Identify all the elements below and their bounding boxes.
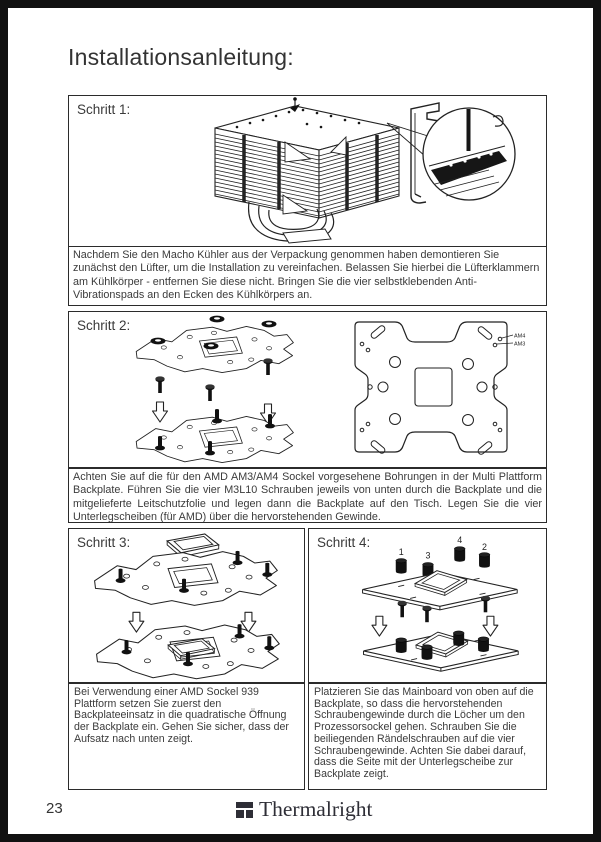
clip-detail-magnifier [423,108,515,200]
step-4-description: Platzieren Sie das Mainboard von oben auf die Backplate, so dass die hervorstehenden Schraubengewinde durch die Löcher um den Prozessorsockel gehen. Schrauben Sie die beiliegenden Rändelschrauben auf die vier Schraubengewinde. Achten Sie dabei darauf, dass die Seite mit der Unterlegscheibe zur Backplate zeigt. [308,683,547,790]
callout-am3: AM3 [514,341,526,348]
backplate-assembly-illustration [69,312,309,467]
brand-name: Thermalright [259,797,373,821]
thermalright-logo-icon [236,802,253,818]
step-1-description: Nachdem Sie den Macho Kühler aus der Verpackung genommen haben demontieren Sie zunächst den Lüfter, um die Installation zu vereinfachen. Belassen Sie hierbei die Lüfterklammern am Kühlkörper - entfernen Sie diese nicht. Bringen Sie die vier selbstklebenden Anti-Vibrationspads an den Ecken des Kühlkörpers an. [68,246,547,306]
step-1-label: Schritt 1: [77,102,131,117]
screw-number-4: 4 [457,534,463,545]
step-4-panel [308,528,547,683]
step-2-panel [68,311,547,468]
mainboard-mounting-illustration [309,529,546,683]
step-3-description: Bei Verwendung einer AMD Sockel 939 Plattform setzen Sie zuerst den Backplateeinsatz in die quadratische Öffnung der Backplate ein. Gehen Sie sicher, dass der Aufsatz nach unten zeigt. [68,683,305,790]
page-content [8,8,593,834]
page-title: Installationsanleitung: [68,44,294,70]
screw-number-3: 3 [425,550,431,561]
cooler-heatsink-illustration [69,96,546,246]
step-1-panel [68,95,547,247]
page-number: 23 [46,800,63,817]
backplate-insert-illustration [69,529,304,683]
step-3-panel [68,528,305,683]
step-4-label: Schritt 4: [317,535,371,550]
step-2-label: Schritt 2: [77,318,131,333]
brand-logo [236,797,372,822]
step-3-label: Schritt 3: [77,535,131,550]
backplate-top-view-illustration [321,312,546,467]
screw-number-1: 1 [398,546,404,557]
screw-number-2: 2 [482,541,487,552]
callout-am4: AM4 [514,333,526,340]
step-2-description: Achten Sie auf die für den AMD AM3/AM4 Sockel vorgesehene Bohrungen in der Multi Plattform Backplate. Führen Sie die vier M3L10 Schrauben jeweils von unten durch die Backplate und die mitgelieferte Leitschutzfolie und legen dann die Backplate auf den Tisch. Legen Sie die vier Unterlegscheiben (für AMD) über die hervorstehenden Gewinde. [68,468,547,523]
